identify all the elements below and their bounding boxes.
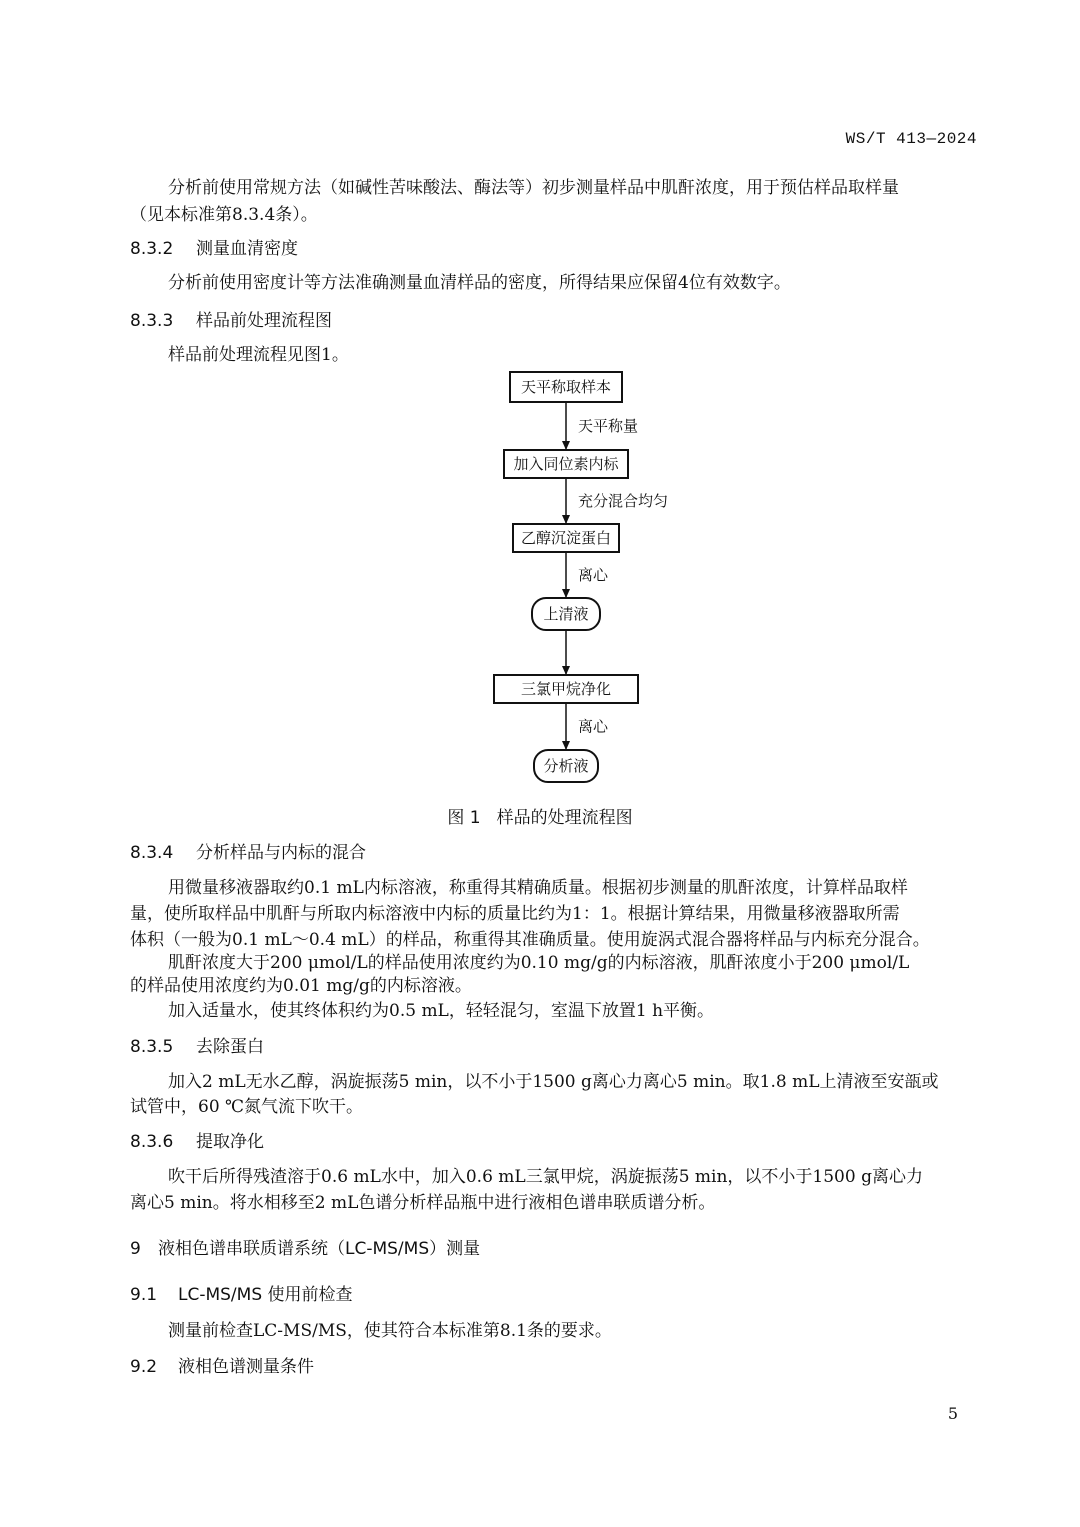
section-title: LC-MS/MS 使用前检查 [178, 1285, 353, 1305]
figure-number: 图 1 [447, 808, 481, 828]
figure-caption [0, 803, 1080, 828]
flow-edge-label: 离心 [578, 566, 609, 584]
section-number: 8.3.5 [130, 1037, 174, 1057]
page-number: 5 [947, 1404, 958, 1423]
paragraph-line: 加入适量水，使其终体积约为0.5 mL，轻轻混匀，室温下放置1 h平衡。 [168, 1001, 715, 1021]
section-heading-9-2 [130, 1355, 980, 1379]
flow-edge-label: 充分混合均匀 [578, 492, 669, 510]
flow-node-label: 加入同位素内标 [513, 455, 619, 473]
section-number: 8.3.6 [130, 1132, 174, 1152]
section-number: 9.1 [130, 1285, 158, 1305]
flow-node-label: 分析液 [543, 757, 589, 775]
section-number: 8.3.2 [130, 239, 174, 259]
section-body: 分析前使用密度计等方法准确测量血清样品的密度，所得结果应保留4位有效数字。 [168, 273, 791, 293]
paragraph-line: 的样品使用浓度约为0.01 mg/g的内标溶液。 [130, 976, 472, 996]
paragraph-line: 离心5 min。将水相移至2 mL色谱分析样品瓶中进行液相色谱串联质谱分析。 [130, 1193, 716, 1213]
paragraph-line: 加入2 mL无水乙醇，涡旋振荡5 min，以不小于1500 g离心力离心5 min。取1.8 mL上清液至安瓿或 [168, 1072, 939, 1092]
flow-node-label: 天平称取样本 [520, 378, 612, 396]
section-heading-9 [130, 1237, 980, 1261]
section-title: 液相色谱串联质谱系统（LC-MS/MS）测量 [158, 1239, 481, 1259]
paragraph-line: 量，使所取样品中肌酐与所取内标溶液中内标的质量比约为1：1。根据计算结果，用微量移液器取所需 [130, 904, 900, 924]
section-body: 样品前处理流程见图1。 [168, 345, 349, 365]
section-number: 9.2 [130, 1357, 158, 1377]
section-number: 8.3.3 [130, 311, 174, 331]
section-heading-9-1 [130, 1283, 980, 1307]
paragraph-line: 肌酐浓度大于200 μmol/L的样品使用浓度约为0.10 mg/g的内标溶液，肌酐浓度小于200 μmol/L [168, 953, 910, 973]
paragraph-line: 试管中，60 ℃氮气流下吹干。 [130, 1097, 364, 1117]
paragraph-line: 用微量移液器取约0.1 mL内标溶液，称重得其精确质量。根据初步测量的肌酐浓度，计算样品取样 [168, 878, 908, 898]
flow-edge-label: 离心 [578, 717, 609, 736]
section-title: 提取净化 [196, 1132, 264, 1152]
section-heading-8-3-5 [130, 1035, 980, 1059]
section-title: 分析样品与内标的混合 [196, 843, 366, 863]
standard-code: WS/T 413—2024 [845, 130, 977, 148]
flow-node-label: 上清液 [543, 605, 589, 623]
section-title: 液相色谱测量条件 [178, 1357, 314, 1377]
paragraph-line: 吹干后所得残渣溶于0.6 mL水中，加入0.6 mL三氯甲烷，涡旋振荡5 min，以不小于1500 g离心力 [168, 1167, 923, 1187]
section-heading-8-3-4 [130, 841, 980, 865]
intro-paragraph-line: （见本标准第8.3.4条）。 [130, 205, 318, 225]
intro-paragraph-line: 分析前使用常规方法（如碱性苦味酸法、酶法等）初步测量样品中肌酐浓度，用于预估样品取样量 [168, 178, 899, 198]
section-title: 去除蛋白 [196, 1037, 264, 1057]
flow-edge-label: 天平称量 [578, 417, 639, 435]
section-number: 9 [130, 1239, 141, 1259]
section-title: 测量血清密度 [196, 239, 298, 259]
flow-node-label: 乙醇沉淀蛋白 [520, 529, 612, 547]
flow-node-label: 三氯甲烷净化 [520, 680, 612, 698]
section-heading-8-3-6 [130, 1130, 980, 1154]
section-title: 样品前处理流程图 [196, 311, 332, 331]
figure-title: 样品的处理流程图 [496, 808, 633, 828]
section-number: 8.3.4 [130, 843, 174, 863]
paragraph-line: 体积（一般为0.1 mL～0.4 mL）的样品，称重得其准确质量。使用旋涡式混合器将样品与内标充分混合。 [130, 930, 930, 950]
section-body: 测量前检查LC-MS/MS，使其符合本标准第8.1条的要求。 [168, 1321, 612, 1341]
